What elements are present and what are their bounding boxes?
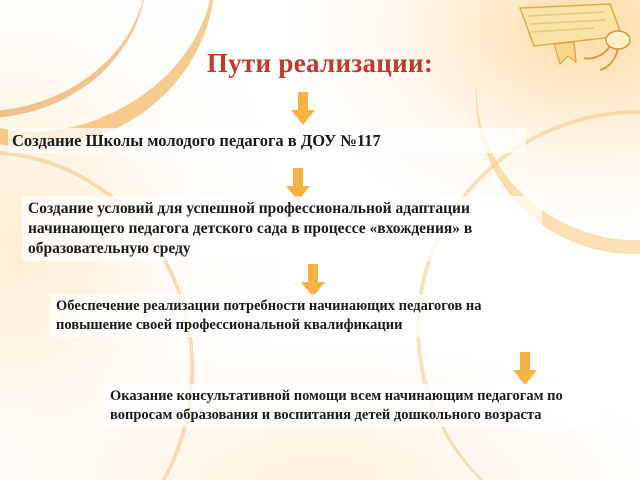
page-title: Пути реализации: [206,48,434,78]
step-item-4: Оказание консультативной помощи всем начинающим педагогам по вопросам образования и воспитания детей дошкольного возраста [104,384,604,427]
down-arrow-icon [290,92,316,126]
down-arrow-icon [512,352,538,386]
step-item-3: Обеспечение реализации потребности начинающих педагогов на повышение своей профессиональной квалификации [50,294,550,337]
step-item-2: Создание условий для успешной профессиональной адаптации начинающего педагога детского сада в процессе «вхождения» в образовательную среду [22,196,542,261]
decorative-swoosh-icon [0,0,256,192]
step-item-1: Создание Школы молодого педагога в ДОУ №117 [8,128,526,153]
down-arrow-icon [300,264,326,298]
